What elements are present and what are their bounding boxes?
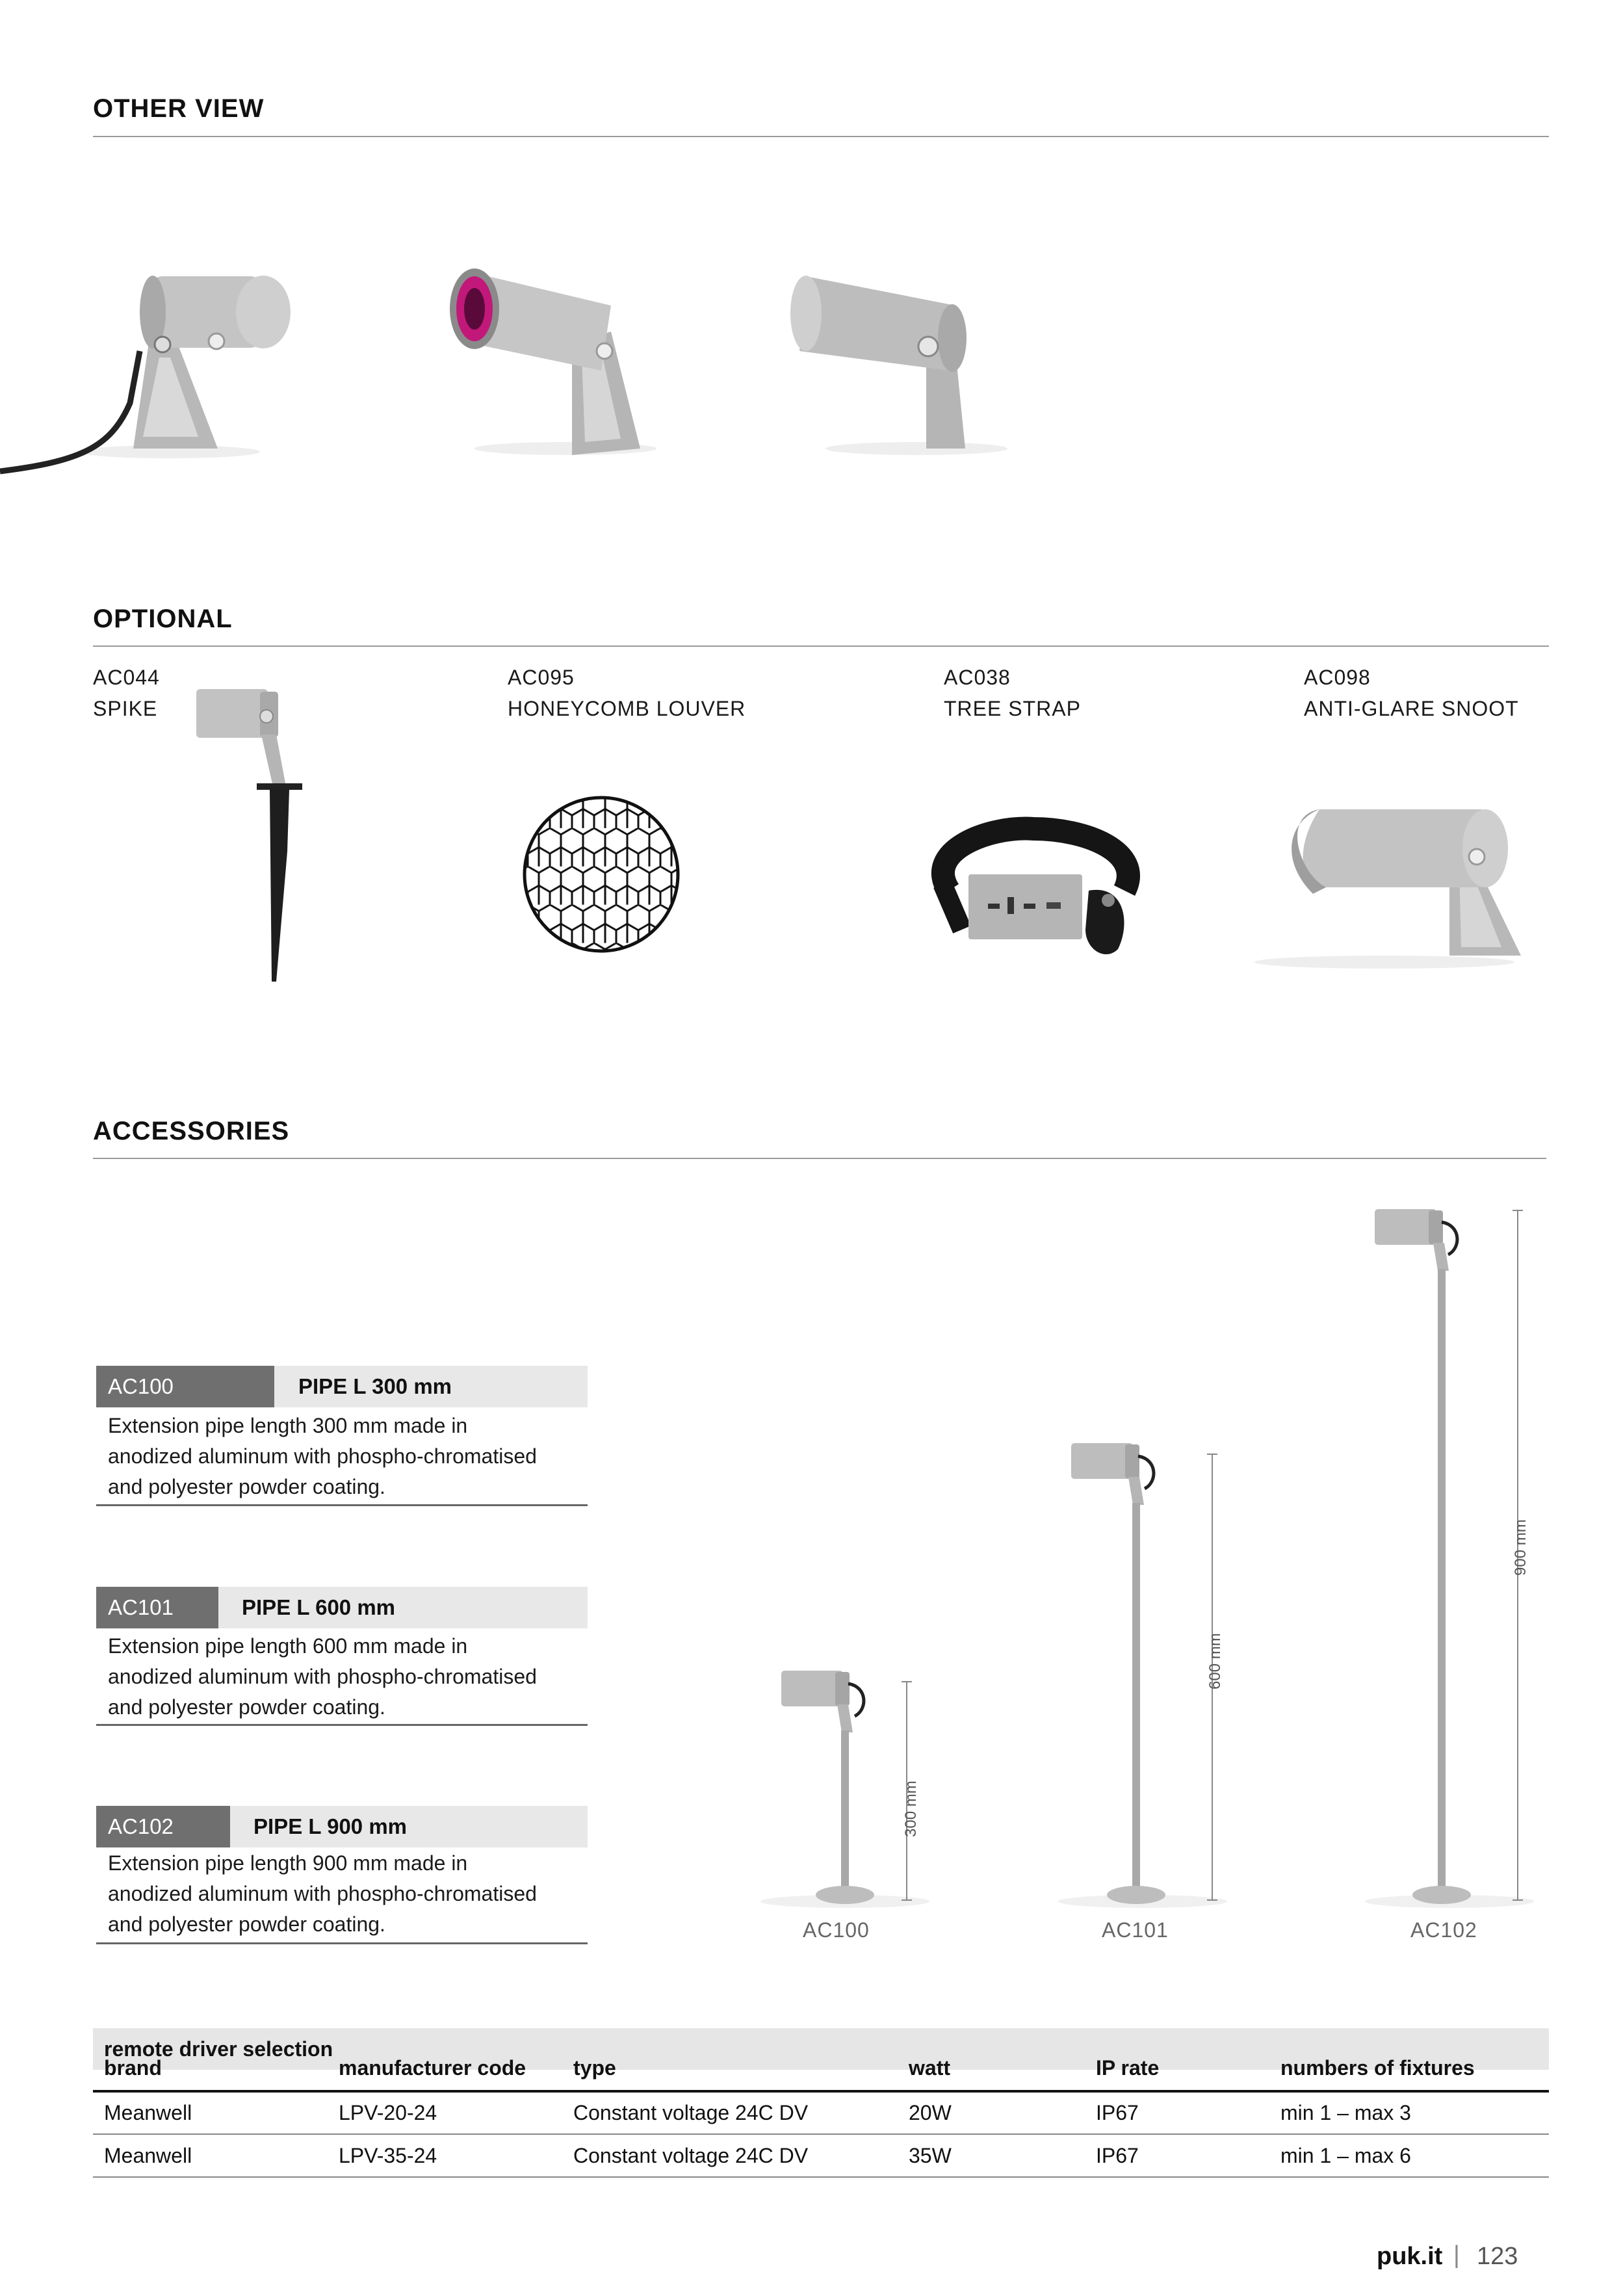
spotlight-side-view-image [0, 254, 305, 481]
cell-ip-rate: IP67 [1096, 2144, 1139, 2167]
cell-fixtures: min 1 – max 6 [1280, 2144, 1411, 2167]
section-title-other-view: OTHER VIEW [93, 94, 265, 123]
cell-ip-rate: IP67 [1096, 2101, 1139, 2124]
table-header-rule [93, 2090, 1549, 2093]
table-row-rule [93, 2176, 1549, 2178]
accessory-description-ac101 [108, 1631, 589, 1723]
header-watt: watt [909, 2056, 950, 2080]
dimension-label-900: 900 mm [1512, 1519, 1529, 1576]
cell-fixtures: min 1 – max 3 [1280, 2101, 1411, 2124]
description-line: and polyester powder coating. [108, 1475, 385, 1498]
accessory-header-ac100 [96, 1366, 588, 1407]
accessory-description-ac102 [108, 1848, 589, 1940]
honeycomb-louver-image [517, 790, 686, 959]
accessory-divider [96, 1504, 588, 1506]
optional-name: HONEYCOMB LOUVER [508, 697, 746, 720]
section-divider [93, 1158, 1546, 1159]
cell-watt: 20W [909, 2101, 952, 2124]
accessory-title: PIPE L 300 mm [298, 1374, 452, 1398]
footer-brand-link[interactable]: puk.it [1377, 2243, 1443, 2270]
tree-strap-image [910, 813, 1157, 975]
pole-label-ac102: AC102 [1410, 1918, 1477, 1942]
accessory-header-ac102 [96, 1806, 588, 1847]
pole-label-ac101: AC101 [1102, 1918, 1169, 1942]
description-line: Extension pipe length 600 mm made in [108, 1634, 468, 1658]
description-line: anodized aluminum with phospho-chromatised [108, 1882, 537, 1905]
accessory-divider [96, 1942, 588, 1944]
pole-ac101-image [1058, 1430, 1227, 1918]
dimension-label-600: 600 mm [1206, 1633, 1224, 1689]
accessory-code: AC101 [96, 1587, 218, 1628]
accessory-description-ac100 [108, 1411, 589, 1502]
header-numbers-of-fixtures: numbers of fixtures [1280, 2056, 1475, 2080]
header-ip-rate: IP rate [1096, 2056, 1160, 2080]
section-title-optional: OPTIONAL [93, 605, 233, 633]
optional-item-honeycomb-louver [508, 662, 746, 724]
footer-separator: | [1453, 2241, 1460, 2269]
optional-name: TREE STRAP [944, 697, 1081, 720]
optional-code: AC098 [1304, 666, 1371, 689]
anti-glare-snoot-image [1235, 796, 1540, 985]
optional-code: AC095 [508, 666, 575, 689]
description-line: Extension pipe length 300 mm made in [108, 1414, 468, 1437]
section-divider [93, 136, 1549, 137]
cell-watt: 35W [909, 2144, 952, 2167]
header-manufacturer-code: manufacturer code [339, 2056, 526, 2080]
accessory-code: AC102 [96, 1806, 230, 1847]
accessory-header-ac101 [96, 1587, 588, 1628]
header-type: type [573, 2056, 616, 2080]
spotlight-front-view-image [422, 260, 669, 475]
cell-brand: Meanwell [104, 2144, 192, 2167]
pole-ac102-image [1365, 1196, 1534, 1918]
cell-type: Constant voltage 24C DV [573, 2144, 809, 2167]
section-divider [93, 646, 1549, 647]
accessory-code: AC100 [96, 1366, 274, 1407]
cell-type: Constant voltage 24C DV [573, 2101, 809, 2124]
accessory-title: PIPE L 600 mm [242, 1595, 396, 1619]
optional-name: ANTI-GLARE SNOOT [1304, 697, 1519, 720]
optional-item-spike [93, 662, 160, 724]
optional-item-anti-glare-snoot [1304, 662, 1519, 724]
description-line: and polyester powder coating. [108, 1695, 385, 1719]
spotlight-rear-view-image [767, 260, 1014, 475]
cell-brand: Meanwell [104, 2101, 192, 2124]
description-line: Extension pipe length 900 mm made in [108, 1851, 468, 1875]
description-line: and polyester powder coating. [108, 1912, 385, 1936]
cell-manufacturer-code: LPV-20-24 [339, 2101, 437, 2124]
cell-manufacturer-code: LPV-35-24 [339, 2144, 437, 2167]
spike-image [188, 683, 318, 988]
optional-code: AC038 [944, 666, 1011, 689]
dimension-label-300: 300 mm [902, 1781, 920, 1837]
section-title-accessories: ACCESSORIES [93, 1117, 290, 1145]
driver-table-title-text: remote driver selection [104, 2037, 333, 2061]
page-number: 123 [1477, 2243, 1518, 2270]
table-row-rule [93, 2133, 1549, 2135]
optional-code: AC044 [93, 666, 160, 689]
pole-label-ac100: AC100 [803, 1918, 870, 1942]
description-line: anodized aluminum with phospho-chromatised [108, 1444, 537, 1468]
accessory-divider [96, 1724, 588, 1726]
header-brand: brand [104, 2056, 162, 2080]
accessory-title: PIPE L 900 mm [253, 1814, 408, 1838]
description-line: anodized aluminum with phospho-chromatised [108, 1665, 537, 1688]
optional-item-tree-strap [944, 662, 1081, 724]
optional-name: SPIKE [93, 697, 158, 720]
